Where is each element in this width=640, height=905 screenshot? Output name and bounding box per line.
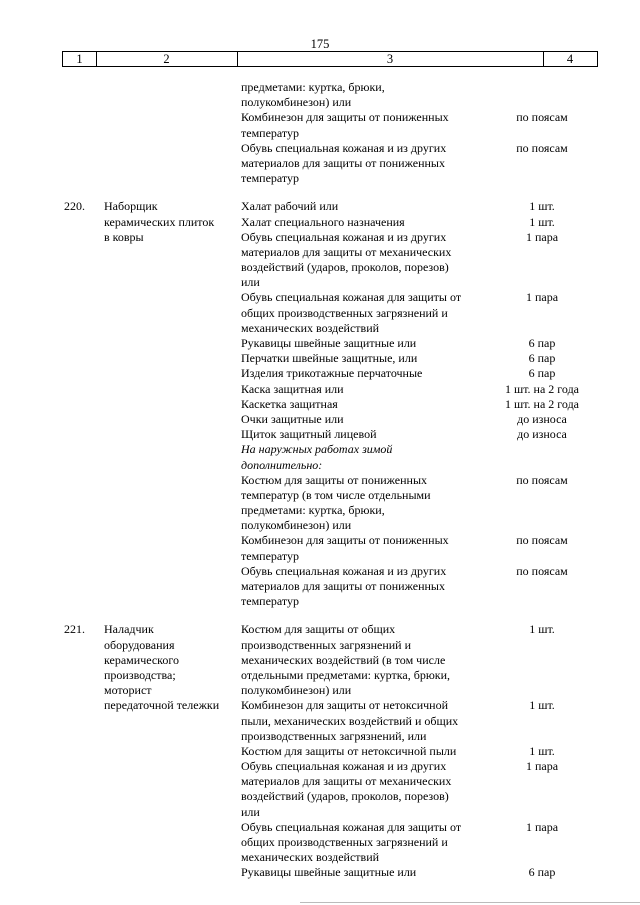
item-description: воздействий (ударов, проколов, порезов) <box>241 260 449 275</box>
item-line <box>0 199 640 214</box>
item-description: Перчатки швейные защитные, или <box>241 351 418 366</box>
item-line <box>0 80 640 95</box>
item-description: Комбинезон для защиты от пониженных <box>241 110 449 125</box>
item-line <box>0 458 640 473</box>
item-description: механических воздействий <box>241 320 380 335</box>
item-description: производственных загрязнений, или <box>241 728 427 743</box>
item-description: Щиток защитный лицевой <box>241 427 377 442</box>
item-description: Комбинезон для защиты от пониженных <box>241 533 449 548</box>
item-description: механических воздействий (в том числе <box>241 652 446 667</box>
occupation-line: производства; <box>104 667 176 682</box>
item-description: Костюм для защиты от общих <box>241 622 396 637</box>
column-header-4: 4 <box>566 52 574 66</box>
item-description: материалов для защиты от механических <box>241 774 452 789</box>
item-line <box>0 171 640 186</box>
item-description: Обувь специальная кожаная и из других <box>241 759 447 774</box>
item-line <box>0 865 640 880</box>
item-description: Халат рабочий или <box>241 199 339 214</box>
table-header <box>62 51 598 67</box>
continuation-block <box>0 80 640 186</box>
item-norm: по поясам <box>516 110 568 125</box>
entry-number: 220. <box>64 199 85 214</box>
item-description: общих производственных загрязнений и <box>241 305 448 320</box>
item-line <box>0 533 640 548</box>
item-line <box>0 230 640 245</box>
item-norm: 1 шт. <box>529 214 555 229</box>
item-description: Обувь специальная кожаная и из других <box>241 140 447 155</box>
item-line <box>0 427 640 442</box>
item-norm: 1 пара <box>525 290 559 305</box>
item-line <box>0 653 640 668</box>
item-line <box>0 488 640 503</box>
item-line <box>0 110 640 125</box>
item-description: полукомбинезон) или <box>241 683 352 698</box>
item-description: Изделия трикотажные перчаточные <box>241 366 423 381</box>
entry-number: 221. <box>64 622 85 637</box>
item-description: Каска защитная или <box>241 381 344 396</box>
occupation-line: оборудования <box>104 637 175 652</box>
item-norm: 1 пара <box>525 229 559 244</box>
item-norm: 1 шт. <box>529 743 555 758</box>
item-norm: по поясам <box>516 533 568 548</box>
item-description: Обувь специальная кожаная для защиты от <box>241 290 462 305</box>
item-description: материалов для защиты от механических <box>241 244 452 259</box>
item-norm: 6 пар <box>528 336 556 350</box>
item-line <box>0 774 640 789</box>
item-description: Комбинезон для защиты от нетоксичной <box>241 698 449 713</box>
item-line <box>0 351 640 366</box>
item-line <box>0 336 640 351</box>
item-description: механических воздействий <box>241 850 380 865</box>
item-description: Костюм для защиты от пониженных <box>241 472 428 487</box>
item-norm: по поясам <box>516 563 568 578</box>
occupation-line: в ковры <box>104 229 144 244</box>
item-norm: по поясам <box>516 472 568 487</box>
item-norm: 1 шт. на 2 года <box>504 396 580 411</box>
item-line <box>0 820 640 835</box>
item-line <box>0 382 640 397</box>
item-description: или <box>241 804 260 819</box>
item-description: предметами: куртка, брюки, <box>241 503 385 518</box>
item-line <box>0 245 640 260</box>
item-description: Рукавицы швейные защитные или <box>241 336 417 350</box>
item-line <box>0 141 640 156</box>
item-description: температур <box>241 594 300 609</box>
item-description: производственных загрязнений и <box>241 637 412 652</box>
item-description: Халат специального назначения <box>241 214 405 229</box>
item-norm: 1 шт. на 2 года <box>504 381 580 396</box>
item-description: дополнительно: <box>241 457 323 472</box>
item-line <box>0 518 640 533</box>
column-header-2: 2 <box>96 52 238 66</box>
item-description: отдельными предметами: куртка, брюки, <box>241 667 451 682</box>
occupation-line: моторист <box>104 683 152 698</box>
item-line <box>0 215 640 230</box>
item-norm: по поясам <box>516 140 568 155</box>
item-line <box>0 729 640 744</box>
occupation-line: керамических плиток <box>104 214 215 229</box>
item-description: температур <box>241 171 300 186</box>
table-row <box>0 199 640 609</box>
item-line <box>0 397 640 412</box>
item-line <box>0 789 640 804</box>
item-line <box>0 275 640 290</box>
item-norm: 1 шт. <box>529 698 555 713</box>
item-line <box>0 638 640 653</box>
item-line <box>0 442 640 457</box>
item-description: Обувь специальная кожаная и из других <box>241 229 447 244</box>
item-line <box>0 850 640 865</box>
item-norm: 1 шт. <box>529 199 555 214</box>
item-norm: 1 пара <box>525 819 559 834</box>
item-line <box>0 321 640 336</box>
item-norm: до износа <box>517 427 567 442</box>
item-description: Очки защитные или <box>241 411 344 426</box>
item-line <box>0 683 640 698</box>
item-line <box>0 759 640 774</box>
item-line <box>0 473 640 488</box>
item-description: температур <box>241 548 300 563</box>
item-line <box>0 594 640 609</box>
item-description: На наружных работах зимой <box>241 442 393 457</box>
item-line <box>0 412 640 427</box>
item-line <box>0 744 640 759</box>
item-line <box>0 260 640 275</box>
item-norm: 6 пар <box>528 366 556 381</box>
item-norm: 1 пара <box>525 759 559 774</box>
item-line <box>0 306 640 321</box>
item-description: полукомбинезон) или <box>241 518 352 533</box>
item-norm: 6 пар <box>528 865 556 880</box>
item-line <box>0 714 640 729</box>
item-description: Костюм для защиты от нетоксичной пыли <box>241 743 457 758</box>
item-description: или <box>241 275 260 290</box>
item-line <box>0 126 640 141</box>
item-norm: 6 пар <box>528 351 556 366</box>
item-line <box>0 290 640 305</box>
bottom-divider <box>300 902 640 903</box>
item-line <box>0 579 640 594</box>
item-description: температур <box>241 125 300 140</box>
item-description: Обувь специальная кожаная и из других <box>241 563 447 578</box>
item-line <box>0 622 640 637</box>
item-description: Обувь специальная кожаная для защиты от <box>241 819 462 834</box>
item-line <box>0 835 640 850</box>
item-line <box>0 95 640 110</box>
item-line <box>0 805 640 820</box>
item-description: пыли, механических воздействий и общих <box>241 713 459 728</box>
item-line <box>0 549 640 564</box>
item-description: Рукавицы швейные защитные или <box>241 865 417 880</box>
occupation-line: передаточной тележки <box>104 698 220 713</box>
item-line <box>0 156 640 171</box>
page-number: 175 <box>310 37 330 51</box>
item-description: материалов для защиты от пониженных <box>241 155 445 170</box>
occupation-line: Наладчик <box>104 622 154 637</box>
occupation-line: керамического <box>104 652 180 667</box>
item-line <box>0 668 640 683</box>
item-description: воздействий (ударов, проколов, порезов) <box>241 789 449 804</box>
item-description: материалов для защиты от пониженных <box>241 579 445 593</box>
item-description: общих производственных загрязнений и <box>241 835 448 849</box>
item-line <box>0 698 640 713</box>
item-description: полукомбинезон) или <box>241 95 352 110</box>
item-line <box>0 564 640 579</box>
item-line <box>0 366 640 381</box>
occupation-line: Наборщик <box>104 199 158 214</box>
item-norm: 1 шт. <box>529 622 555 637</box>
column-header-1: 1 <box>63 52 97 66</box>
item-description: температур (в том числе отдельными <box>241 487 431 502</box>
item-description: предметами: куртка, брюки, <box>241 80 385 94</box>
item-description: Каскетка защитная <box>241 396 338 411</box>
table-body <box>0 80 640 881</box>
item-line <box>0 503 640 518</box>
item-norm: до износа <box>517 411 567 426</box>
column-header-3: 3 <box>237 52 544 66</box>
table-row <box>0 622 640 880</box>
